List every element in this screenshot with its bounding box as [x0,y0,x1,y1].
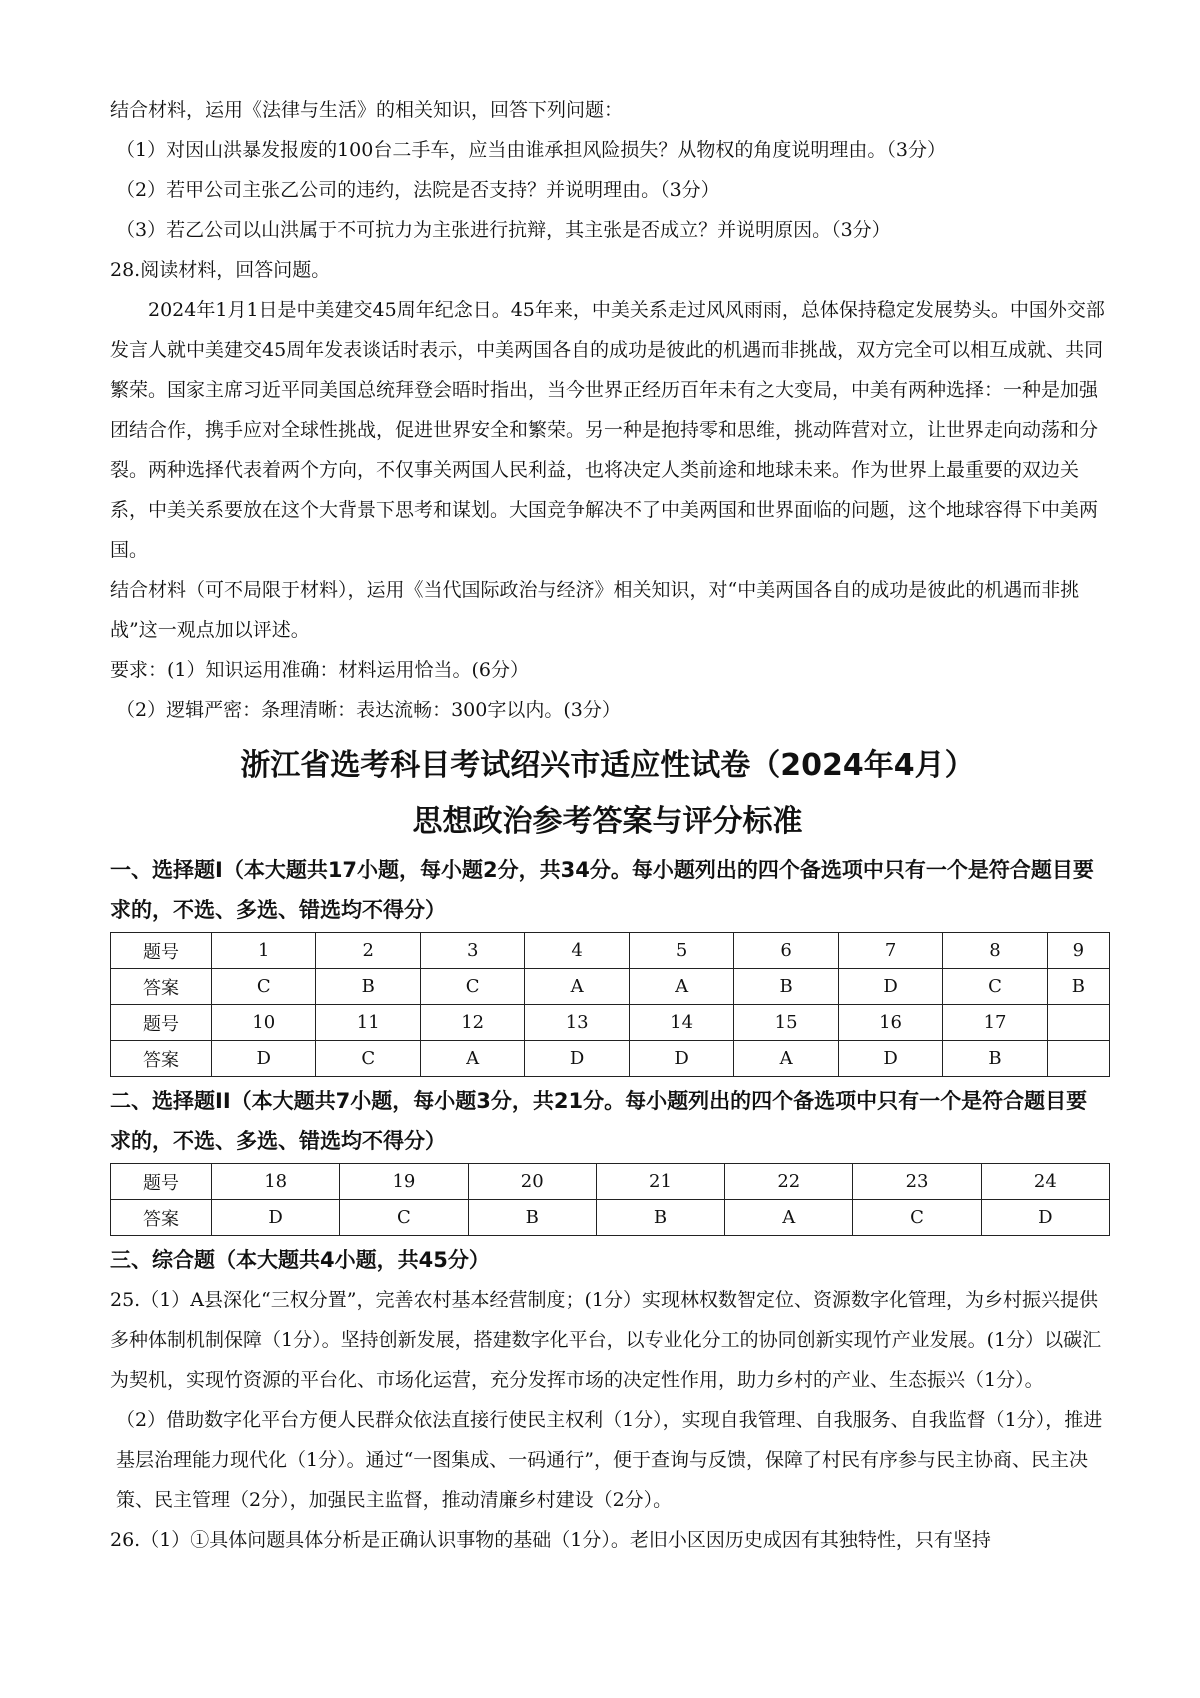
table-row-header: 答案 [111,1200,212,1236]
table-row-header: 题号 [111,933,212,969]
table-cell: B [734,969,838,1005]
table-cell: 24 [981,1164,1109,1200]
answer-table-2 [110,1163,1110,1236]
table-row-header: 题号 [111,1164,212,1200]
table-cell: 10 [212,1005,316,1041]
q27-intro: 结合材料，运用《法律与生活》的相关知识，回答下列问题： [110,99,624,121]
table-cell: A [734,1041,838,1077]
answer-key-title: 浙江省选考科目考试绍兴市适应性试卷（2024年4月） [240,748,975,783]
table-cell: 19 [340,1164,468,1200]
table-row-header: 答案 [111,969,212,1005]
table-cell: 4 [525,933,629,969]
table-cell: 1 [212,933,316,969]
table-cell: 20 [468,1164,596,1200]
table-cell: 17 [943,1005,1047,1041]
table-cell: 16 [838,1005,942,1041]
q28-task: 结合材料（可不局限于材料），运用《当代国际政治与经济》相关知识，对“中美两国各自的成功是彼此的机遇而非挑战”这一观点加以评述。 [110,579,1080,641]
table-cell: 2 [316,933,420,969]
q28-material: 2024年1月1日是中美建交45周年纪念日。45年来，中美关系走过风风雨雨，总体保持稳定发展势头。中国外交部发言人就中美建交45周年发表谈话时表示，中美两国各自的成功是彼此的机遇而非挑战，双方完全可以相互成就、共同繁荣。国家主席习近平同美国总统拜登会晤时指出，当今世界正经历百年未有之大变局，中美有两种选择：一种是加强团结合作，携手应对全球性挑战，促进世界安全和繁荣。另一种是抱持零和思维，挑动阵营对立，让世界走向动荡和分裂。两种选择代表着两个方向，不仅事关两国人民利益，也将决定人类前途和地球未来。作为世界上最重要的双边关系，中美关系要放在这个大背景下思考和谋划。大国竞争解决不了中美两国和世界面临的问题，这个地球容得下中美两国。 [110,299,1105,561]
table-cell: 23 [853,1164,981,1200]
section-3-heading: 三、综合题（本大题共4小题，共45分） [110,1248,490,1272]
table-row [111,969,1110,1005]
answer-table-1 [110,932,1110,1077]
table-cell: 12 [420,1005,524,1041]
table-cell: 6 [734,933,838,969]
table-cell: D [838,1041,942,1077]
table-row [111,1041,1110,1077]
q28-requirement-1: 要求：(1）知识运用准确：材料运用恰当。(6分） [110,659,530,681]
table-cell: C [340,1200,468,1236]
table-cell: D [525,1041,629,1077]
table-cell: D [212,1041,316,1077]
table-cell [1047,1041,1109,1077]
table-cell: 11 [316,1005,420,1041]
table-cell: B [316,969,420,1005]
table-cell: 8 [943,933,1047,969]
table-cell: C [943,969,1047,1005]
answer-25-part1: 25.（1）A县深化“三权分置”，完善农村基本经营制度；(1分）实现林权数智定位、资源数字化管理，为乡村振兴提供多种体制机制保障（1分）。坚持创新发展，搭建数字化平台，以专业化分工的协同创新实现竹产业发展。(1分）以碳汇为契机，实现竹资源的平台化、市场化运营，充分发挥市场的决定性作用，助力乡村的产业、生态振兴（1分）。 [110,1289,1102,1391]
table-cell: A [725,1200,853,1236]
table-row [111,1200,1110,1236]
table-cell: C [853,1200,981,1236]
table-cell: 13 [525,1005,629,1041]
table-cell: A [525,969,629,1005]
table-cell: A [629,969,733,1005]
table-cell: D [838,969,942,1005]
table-cell: 5 [629,933,733,969]
table-cell: C [212,969,316,1005]
q27-sub1: （1）对因山洪暴发报废的100台二手车，应当由谁承担风险损失？从物权的角度说明理由。（3分） [116,139,946,161]
table-cell: 15 [734,1005,838,1041]
section-2-heading: 二、选择题II（本大题共7小题，每小题3分，共21分。每小题列出的四个备选项中只有一个是符合题目要求的，不选、多选、错选均不得分） [110,1089,1088,1153]
table-cell: 21 [596,1164,724,1200]
table-row [111,1164,1110,1200]
table-cell: D [981,1200,1109,1236]
answer-25-part2: （2）借助数字化平台方便人民群众依法直接行使民主权利（1分），实现自我管理、自我服务、自我监督（1分），推进基层治理能力现代化（1分）。通过“一图集成、一码通行”，便于查询与反馈，保障了村民有序参与民主协商、民主决策、民主管理（2分），加强民主监督，推动清廉乡村建设（2分）。 [116,1409,1103,1511]
table-cell: C [420,969,524,1005]
table-cell: B [596,1200,724,1236]
table-cell: 9 [1047,933,1109,969]
table-row [111,933,1110,969]
section-1-heading: 一、选择题Ⅰ（本大题共17小题，每小题2分，共34分。每小题列出的四个备选项中只有一个是符合题目要求的，不选、多选、错选均不得分） [110,858,1094,922]
table-cell: 14 [629,1005,733,1041]
table-cell: B [943,1041,1047,1077]
table-cell: B [1047,969,1109,1005]
table-cell: 3 [420,933,524,969]
table-row [111,1005,1110,1041]
table-cell: D [212,1200,340,1236]
q28-requirement-2: （2）逻辑严密：条理清晰：表达流畅：300字以内。(3分） [116,699,621,721]
q27-sub3: （3）若乙公司以山洪属于不可抗力为主张进行抗辩，其主张是否成立？并说明原因。（3分） [116,219,891,241]
table-cell: 22 [725,1164,853,1200]
q28-heading: 28.阅读材料，回答问题。 [110,259,331,281]
table-row-header: 答案 [111,1041,212,1077]
table-row-header: 题号 [111,1005,212,1041]
table-cell: B [468,1200,596,1236]
answer-26-part1: 26.（1）①具体问题具体分析是正确认识事物的基础（1分）。老旧小区因历史成因有其独特性，只有坚持 [110,1529,991,1551]
table-cell: 7 [838,933,942,969]
q27-sub2: （2）若甲公司主张乙公司的违约，法院是否支持？并说明理由。（3分） [116,179,720,201]
table-cell: 18 [212,1164,340,1200]
table-cell [1047,1005,1109,1041]
table-cell: A [420,1041,524,1077]
table-cell: D [629,1041,733,1077]
answer-key-subtitle: 思想政治参考答案与评分标准 [412,804,803,839]
table-cell: C [316,1041,420,1077]
